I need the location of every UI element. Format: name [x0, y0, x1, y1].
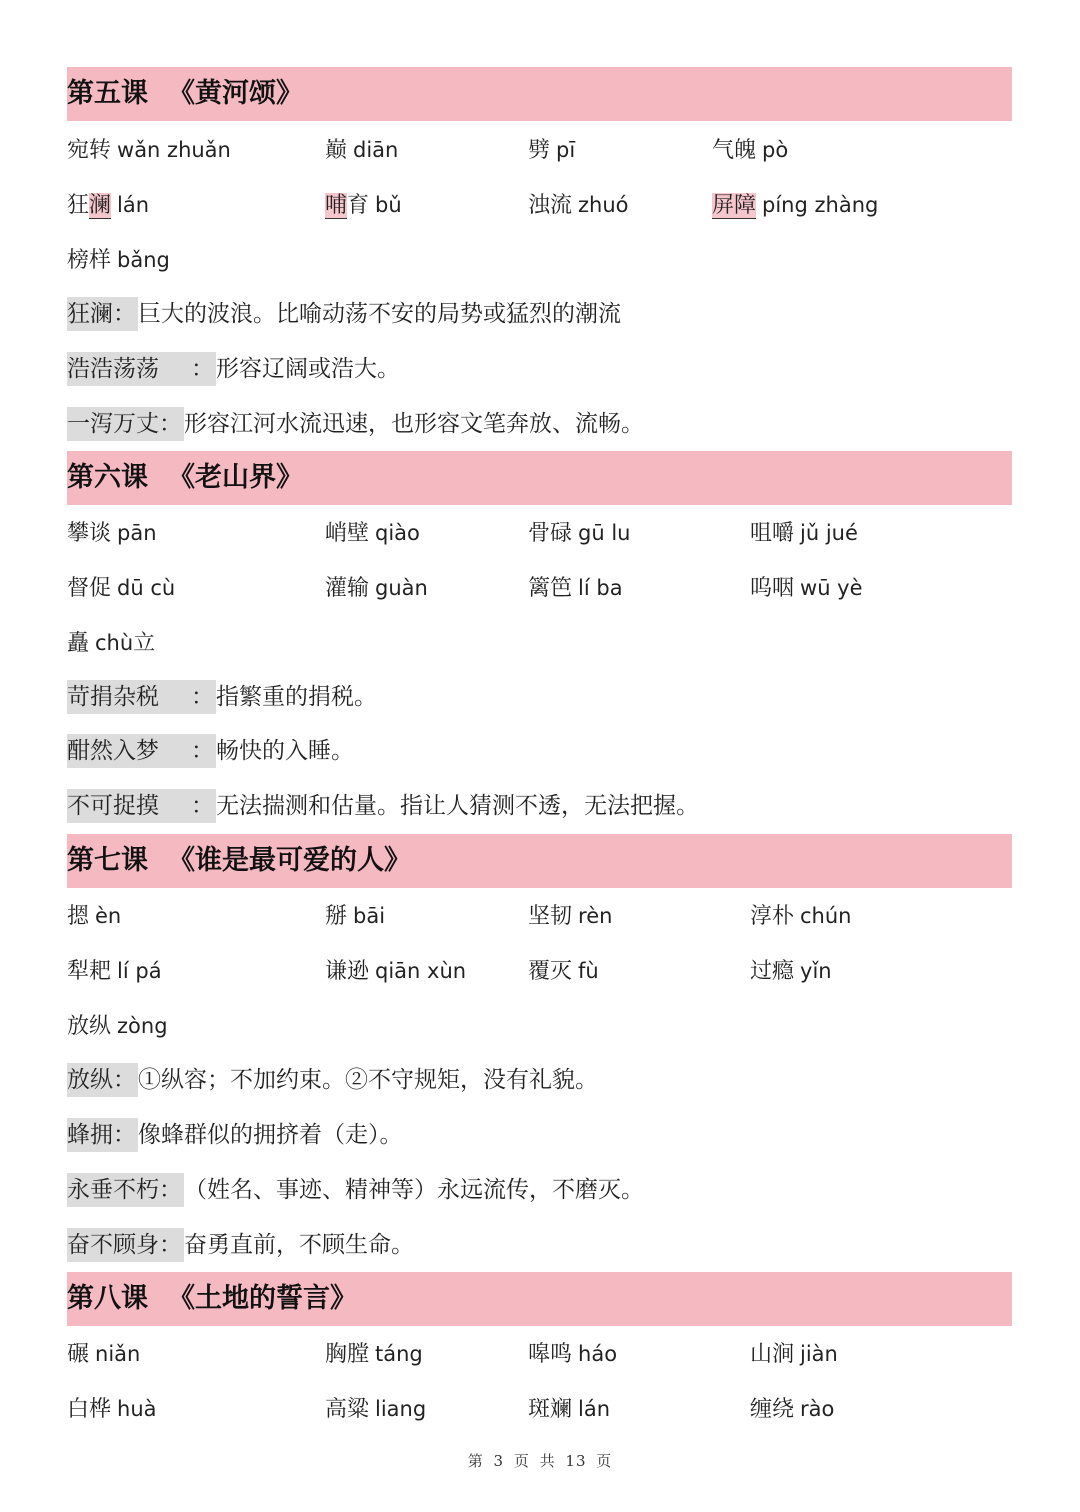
definition-term: [67, 789, 216, 823]
lesson-number: 第六课: [67, 462, 148, 493]
definition-term: [67, 680, 216, 714]
vocab-word: 榜样: [67, 248, 112, 273]
pinyin: jǔ jué: [800, 521, 858, 545]
pinyin: bǔ: [375, 193, 402, 217]
pinyin: pī: [556, 138, 576, 162]
vocab-item: [750, 1334, 838, 1375]
vocab-item: [67, 185, 149, 226]
vocab-word: 胸膛: [325, 1342, 370, 1367]
vocab-word: 呜咽: [750, 576, 795, 601]
vocab-word: 碾: [67, 1342, 90, 1367]
vocab-word: 咀嚼: [750, 521, 795, 546]
vocab-row: [67, 1389, 1012, 1429]
term-text: 奋不顾身: [67, 1232, 159, 1258]
highlighted-char: 屏障: [712, 193, 757, 218]
lesson-number: 第八课: [67, 1283, 148, 1314]
pinyin: píng zhàng: [762, 193, 879, 217]
vocab-word: 斑斓: [528, 1397, 573, 1422]
vocab-item: [528, 951, 599, 992]
vocab-word: 犁耙: [67, 959, 112, 984]
page-footer: [0, 1450, 1080, 1471]
vocab-word: 掰: [325, 904, 348, 929]
definition-line: [67, 734, 354, 768]
lesson-number: 第七课: [67, 845, 148, 876]
lesson-header: [67, 1272, 1012, 1326]
pinyin: zhuó: [578, 193, 629, 217]
vocab-row: [67, 623, 1012, 663]
pinyin: lí ba: [578, 576, 623, 600]
vocab-word: 过瘾: [750, 959, 795, 984]
pinyin: jiàn: [800, 1342, 838, 1366]
lesson-title: 《黄河颂》: [168, 78, 303, 109]
vocab-item: [750, 1389, 834, 1430]
definition-text: 巨大的波浪。比喻动荡不安的局势或猛烈的潮流: [138, 301, 621, 327]
term-text: 放纵: [67, 1067, 113, 1093]
vocab-item: [325, 1334, 423, 1375]
highlighted-char: 澜: [89, 193, 112, 218]
term-text: 浩浩荡荡: [67, 356, 159, 382]
pinyin: bǎng: [117, 248, 170, 272]
term-text: 狂澜: [67, 301, 113, 327]
vocab-item: [528, 185, 629, 226]
vocab-word: 嗥鸣: [528, 1342, 573, 1367]
definition-term: [67, 1173, 184, 1207]
term-colon: ：: [113, 1067, 136, 1093]
pinyin: pò: [762, 138, 789, 162]
definition-line: [67, 680, 377, 714]
vocab-word: 气魄: [712, 138, 757, 163]
vocab-item: [750, 951, 832, 992]
lesson-header: [67, 451, 1012, 505]
vocab-word: 劈: [528, 138, 551, 163]
vocab-item: [67, 951, 162, 992]
vocab-item: [67, 568, 175, 609]
pinyin: bāi: [353, 904, 386, 928]
footer-page-number: 3: [493, 1452, 505, 1470]
lesson-title: 《老山界》: [168, 462, 303, 493]
term-colon: ：: [159, 1232, 182, 1258]
term-colon: ：: [113, 301, 136, 327]
definition-line: [67, 297, 621, 331]
definition-text: 形容辽阔或浩大。: [216, 356, 400, 382]
term-text: 苛捐杂税: [67, 684, 159, 710]
definition-text: 无法揣测和估量。指让人猜测不透，无法把握。: [216, 793, 699, 819]
definition-line: [67, 352, 400, 386]
pinyin: pān: [117, 521, 157, 545]
vocab-word: 缠绕: [750, 1397, 795, 1422]
vocab-word: 浊流: [528, 193, 573, 218]
pinyin: liang: [375, 1397, 427, 1421]
vocab-item: [750, 568, 863, 609]
footer-total-pages: 13: [565, 1452, 587, 1470]
vocab-item: [67, 240, 170, 281]
vocab-item: [67, 1389, 157, 1430]
vocab-word: 谦逊: [325, 959, 370, 984]
definition-text: 畅快的入睡。: [216, 738, 354, 764]
vocab-word: 督促: [67, 576, 112, 601]
pinyin: fù: [578, 959, 599, 983]
vocab-row: [67, 1334, 1012, 1374]
vocab-item: [712, 130, 788, 171]
footer-text: 页: [513, 1452, 530, 1470]
lesson-header: [67, 834, 1012, 888]
vocab-word: 覆灭: [528, 959, 573, 984]
vocab-word: 摁: [67, 904, 90, 929]
vocab-item: [325, 185, 402, 226]
footer-text: 第: [467, 1452, 484, 1470]
term-text: 酣然入梦: [67, 738, 159, 764]
vocab-row: [67, 951, 1012, 991]
vocab-row: [67, 896, 1012, 936]
definition-line: [67, 1118, 403, 1152]
vocab-item: [325, 951, 466, 992]
term-colon: ：: [159, 411, 182, 437]
term-colon: ：: [191, 793, 214, 819]
pinyin: wū yè: [800, 576, 863, 600]
vocab-word: 骨碌: [528, 521, 573, 546]
pinyin: gū lu: [578, 521, 631, 545]
definition-text: （姓名、事迹、精神等）永远流传，不磨灭。: [184, 1177, 644, 1203]
vocab-item: [325, 513, 420, 554]
definition-term: [67, 1063, 138, 1097]
vocab-item: [67, 623, 155, 664]
vocab-word: 育: [347, 193, 370, 218]
term-text: 一泻万丈: [67, 411, 159, 437]
definition-text: ①纵容；不加约束。②不守规矩，没有礼貌。: [138, 1067, 598, 1093]
pinyin: rào: [800, 1397, 835, 1421]
vocab-item: [325, 568, 428, 609]
pinyin: rèn: [578, 904, 613, 928]
pinyin: chún: [800, 904, 852, 928]
vocab-item: [528, 896, 612, 937]
vocab-item: [67, 1006, 168, 1047]
vocab-row: [67, 568, 1012, 608]
definition-term: [67, 297, 138, 331]
term-colon: ：: [159, 1177, 182, 1203]
vocab-item: [67, 130, 231, 171]
pinyin: wǎn zhuǎn: [117, 138, 231, 162]
vocab-word: 高粱: [325, 1397, 370, 1422]
vocab-row: [67, 130, 1012, 170]
vocab-word: 篱笆: [528, 576, 573, 601]
pinyin: èn: [95, 904, 122, 928]
term-text: 蜂拥: [67, 1122, 113, 1148]
vocab-item: [67, 513, 157, 554]
definition-term: [67, 407, 184, 441]
vocab-word: 巅: [325, 138, 348, 163]
vocab-word: 攀谈: [67, 521, 112, 546]
vocab-item: [325, 896, 385, 937]
vocab-word: 狂: [67, 193, 90, 218]
definition-text: 奋勇直前，不顾生命。: [184, 1232, 414, 1258]
definition-term: [67, 352, 216, 386]
pinyin: dū cù: [117, 576, 176, 600]
pinyin: niǎn: [95, 1342, 141, 1366]
term-colon: ：: [191, 356, 214, 382]
vocab-word: 立: [133, 631, 156, 656]
vocab-word: 淳朴: [750, 904, 795, 929]
vocab-row: [67, 240, 1012, 280]
vocab-item: [67, 1334, 140, 1375]
definition-line: [67, 1228, 414, 1262]
definition-text: 形容江河水流迅速，也形容文笔奔放、流畅。: [184, 411, 644, 437]
definition-term: [67, 734, 216, 768]
pinyin: lí pá: [117, 959, 162, 983]
pinyin: qiān xùn: [375, 959, 467, 983]
vocab-row: [67, 185, 1012, 225]
vocab-word: 矗: [67, 631, 90, 656]
pinyin: háo: [578, 1342, 618, 1366]
pinyin: zòng: [117, 1014, 168, 1038]
footer-text: 共: [539, 1452, 556, 1470]
vocab-word: 峭壁: [325, 521, 370, 546]
pinyin: chù: [95, 631, 134, 655]
vocab-item: [528, 130, 575, 171]
pinyin: huà: [117, 1397, 157, 1421]
lesson-number: 第五课: [67, 78, 148, 109]
term-text: 不可捉摸: [67, 793, 159, 819]
term-colon: ：: [113, 1122, 136, 1148]
vocab-word: 山涧: [750, 1342, 795, 1367]
pinyin: lán: [117, 193, 150, 217]
vocab-item: [750, 896, 852, 937]
definition-line: [67, 789, 699, 823]
definition-term: [67, 1118, 138, 1152]
vocab-word: 放纵: [67, 1014, 112, 1039]
vocab-word: 坚韧: [528, 904, 573, 929]
footer-text: 页: [596, 1452, 613, 1470]
pinyin: lán: [578, 1397, 611, 1421]
definition-text: 像蜂群似的拥挤着（走）。: [138, 1122, 403, 1148]
term-colon: ：: [191, 684, 214, 710]
pinyin: táng: [375, 1342, 423, 1366]
vocab-item: [528, 513, 630, 554]
vocab-item: [712, 185, 878, 226]
pinyin: qiào: [375, 521, 420, 545]
definition-line: [67, 407, 644, 441]
lesson-title: 《土地的誓言》: [168, 1283, 357, 1314]
vocab-item: [325, 130, 398, 171]
vocab-word: 白桦: [67, 1397, 112, 1422]
vocab-item: [750, 513, 858, 554]
term-text: 永垂不朽: [67, 1177, 159, 1203]
vocab-item: [67, 896, 121, 937]
definition-line: [67, 1063, 598, 1097]
term-colon: ：: [191, 738, 214, 764]
vocab-item: [528, 568, 623, 609]
pinyin: diān: [353, 138, 399, 162]
definition-line: [67, 1173, 644, 1207]
vocab-row: [67, 1006, 1012, 1046]
definition-text: 指繁重的捐税。: [216, 684, 377, 710]
vocab-word: 灌输: [325, 576, 370, 601]
pinyin: yǐn: [800, 959, 832, 983]
vocab-word: 宛转: [67, 138, 112, 163]
vocab-item: [528, 1389, 610, 1430]
definition-term: [67, 1228, 184, 1262]
highlighted-char: 哺: [325, 193, 348, 218]
pinyin: guàn: [375, 576, 428, 600]
lesson-header: [67, 67, 1012, 121]
vocab-item: [528, 1334, 617, 1375]
lesson-title: 《谁是最可爱的人》: [168, 845, 411, 876]
vocab-row: [67, 513, 1012, 553]
vocab-item: [325, 1389, 426, 1430]
